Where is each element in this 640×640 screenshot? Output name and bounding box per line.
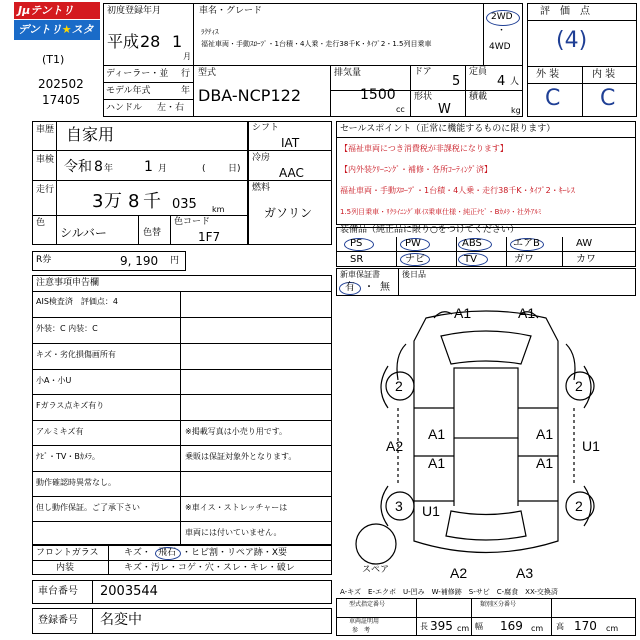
- mark-right-side: U1: [582, 438, 600, 454]
- code-number-2: 17405: [42, 93, 81, 107]
- note-right-3: ※車イス・ストレッチャーは: [185, 503, 288, 512]
- car-name-label: 車名・グレード: [199, 6, 263, 16]
- auction-logo: [14, 2, 100, 56]
- mark-left-door-rear: A1: [428, 455, 446, 471]
- exterior-label: 外 装: [536, 69, 560, 80]
- notes-rule: [32, 420, 332, 421]
- mileage-unit: km: [212, 205, 225, 214]
- chassis-value: 2003544: [100, 584, 158, 599]
- width-value: 169: [500, 619, 523, 633]
- regno-value: 名変中: [100, 612, 142, 628]
- door-label: ドア: [414, 67, 432, 77]
- sales-point-line-4: 1.5列目乗車・ﾘｸﾗｲﾆﾝｸﾞ車ｲｽ乗車仕様・純正ﾅﾋﾞ・Bｶﾒﾗ・社外ｱﾙﾐ: [340, 208, 542, 216]
- width-label: 幅: [475, 622, 483, 631]
- mark-wheel-fr: 2: [575, 378, 583, 394]
- mark-left-rear-qtr: U1: [422, 503, 440, 519]
- mark-rear-bumper-left: A2: [450, 565, 468, 581]
- capacity-label: 定員: [469, 67, 488, 77]
- notes-rule: [32, 471, 332, 472]
- color-code-value: 1F7: [198, 230, 221, 244]
- inspection-paren: (: [202, 164, 206, 174]
- equip-tv: TV: [464, 254, 477, 265]
- length-value: 395: [430, 619, 453, 633]
- displacement-value: 1500: [360, 87, 396, 103]
- height-value: 170: [574, 619, 597, 633]
- height-unit: cm: [606, 624, 619, 633]
- length-label: 長: [420, 622, 428, 631]
- note-left-8: 動作確認時異常なし。: [36, 478, 116, 487]
- color-change-label: 色替: [143, 228, 162, 238]
- later-item-label: 後日品: [402, 270, 426, 279]
- displacement-unit: cc: [396, 105, 405, 114]
- mileage-label: 走行: [36, 185, 55, 195]
- note-left-2: 外装：C 内装：C: [36, 324, 98, 333]
- note-left-7: ﾅﾋﾞ・TV・Bｶﾒﾗ。: [36, 452, 100, 461]
- equip-kawa: カワ: [576, 254, 596, 265]
- car-damage-diagram: [336, 296, 636, 586]
- sales-points-title: セールスポイント（正常に機能するものに限ります）: [340, 124, 556, 134]
- handle-value: 左・右: [157, 103, 185, 113]
- load-label: 積載: [469, 92, 488, 102]
- damage-legend: A-キズ E-エクボ U-凹み W-補修跡 S-サビ C-腐食 XX-交換済: [340, 588, 558, 596]
- mark-front-bumper-left: A1: [454, 305, 472, 321]
- height-label: 高: [556, 622, 564, 631]
- sales-point-line-2: 【内外装ｸﾘｰﾆﾝｸﾞ・補修・各所ｺｰﾃｨﾝｸﾞ済】: [340, 165, 492, 174]
- logo-line2: [14, 20, 100, 56]
- notes-rule: [32, 394, 332, 395]
- logo-star-icon: ★: [61, 23, 72, 36]
- logo-line1: Jµテントリ: [14, 2, 100, 19]
- handle-label: ハンドル: [106, 103, 143, 113]
- type-label: 型式: [198, 68, 217, 78]
- mark-left-door-front: A1: [428, 426, 446, 442]
- length-unit: cm: [457, 624, 470, 633]
- chassis-label: 車台番号: [38, 586, 78, 597]
- equipment-title: 装備品（純正品に限り○をつけてください）: [340, 225, 519, 235]
- notes-rule: [32, 369, 332, 370]
- notes-title: 注意事項申告欄: [36, 278, 100, 288]
- mark-wheel-rr: 2: [575, 498, 583, 514]
- spec-model-no-label: 型式指定番号: [349, 601, 386, 608]
- note-right-1: ※掲載写真は小売り用です。: [185, 427, 288, 436]
- note-left-1: AIS検査済 評価点：4: [36, 297, 118, 306]
- warranty-yes: 有: [345, 282, 355, 293]
- front-glass-b: ・ヒビ割・リペア跡・X要: [182, 548, 287, 558]
- recycle-label: R券: [36, 255, 52, 265]
- recycle-unit: 円: [170, 256, 180, 266]
- note-left-6: アルミキズ有: [36, 427, 84, 436]
- mileage-digit-3: 035: [172, 197, 197, 212]
- drive-dot: ・: [497, 26, 507, 36]
- notes-rule: [32, 445, 332, 446]
- reg-month-unit: 月: [183, 52, 191, 61]
- spare-tire: [356, 524, 396, 564]
- note-left-3: キズ・劣化損傷画所有: [36, 350, 116, 359]
- equip-navi: ナビ: [405, 254, 425, 265]
- interior-damage-label: 内装: [56, 563, 75, 573]
- inspection-label: 車検: [36, 155, 55, 165]
- spec-ref-label: 参 考: [352, 627, 371, 634]
- spare-label: スペア: [362, 564, 390, 574]
- recycle-value: 9, 190: [120, 254, 159, 268]
- mileage-unit-2: 千: [143, 191, 161, 212]
- color-code-label: 色コード: [174, 217, 211, 227]
- notes-rule: [32, 496, 332, 497]
- warranty-no: 無: [380, 282, 390, 293]
- equip-aw: AW: [576, 238, 593, 249]
- mileage-unit-1: 万: [104, 191, 122, 212]
- equip-pw: PW: [405, 238, 421, 249]
- mileage-digit-2: 8: [128, 191, 140, 212]
- notes-rule: [32, 317, 332, 318]
- color-label: 色: [36, 218, 46, 228]
- load-unit: kg: [511, 106, 521, 115]
- shift-value: IAT: [281, 136, 300, 150]
- mark-right-door-front: A1: [536, 426, 554, 442]
- inspection-year-unit: 年: [104, 164, 114, 174]
- front-glass-chip: 飛石: [158, 548, 177, 558]
- score-label: 評 価 点: [540, 6, 590, 17]
- warranty-label: 新車保証書: [340, 270, 380, 279]
- inspection-year: 8: [94, 159, 103, 175]
- equip-abs: ABS: [462, 238, 482, 249]
- capacity-unit: 人: [510, 77, 520, 87]
- sales-point-line-3: 福祉車両・手動ｽﾛｰﾌﾟ・1台積・4人乗・走行38千K・ﾀｲﾌﾟ2・ｷｰﾚｽ: [340, 186, 575, 195]
- history-label: 車歴: [36, 125, 55, 135]
- dealer-value: 行: [181, 69, 191, 79]
- rear-window: [446, 511, 526, 540]
- logo-text-a: デントリ: [18, 23, 62, 36]
- drive-2wd: 2WD: [491, 12, 513, 22]
- code-t1: (T1): [42, 53, 65, 66]
- width-unit: cm: [531, 624, 544, 633]
- ac-label: 冷房: [252, 153, 271, 163]
- mark-left-side: A2: [386, 438, 404, 454]
- inspection-month: 1: [144, 159, 153, 175]
- windshield: [441, 331, 531, 364]
- front-glass-a: キズ・: [124, 548, 151, 558]
- spec-cert-label: 車両証明用: [349, 618, 380, 625]
- shape-value: W: [438, 102, 451, 117]
- mark-rear-bumper-right: A3: [516, 565, 534, 581]
- mileage-digit-1: 3: [92, 191, 104, 212]
- reg-date-label: 初度登録年月: [107, 6, 162, 16]
- inspection-day-unit: 日): [228, 164, 241, 174]
- exterior-grade: C: [545, 86, 561, 111]
- door-value: 5: [452, 74, 461, 89]
- note-left-9: 但し動作保証。ご了承下さい: [36, 503, 140, 512]
- sales-point-line-1: 【福祉車両につき消費税が非課税になります】: [340, 144, 508, 153]
- logo-text-b: スター: [18, 23, 94, 56]
- model-year-label: モデル年式: [106, 86, 151, 96]
- shape-label: 形状: [414, 92, 433, 102]
- equip-ps: PS: [350, 238, 363, 249]
- car-name: ﾗｸﾃｨｽ: [201, 28, 219, 36]
- note-right-2: 乗販は保証対象外となります。: [185, 452, 297, 461]
- roof: [454, 368, 518, 438]
- model-year-unit: 年: [181, 86, 191, 96]
- spec-class-no-label: 類別区分番号: [480, 601, 517, 608]
- fuel-value: ガソリン: [264, 206, 313, 220]
- dealer-label: ディーラー・並: [106, 69, 169, 79]
- mark-front-bumper-right: A1: [518, 305, 536, 321]
- warranty-sep: ・: [364, 282, 374, 293]
- equip-airbag: エアB: [513, 238, 540, 249]
- fuel-label: 燃料: [252, 183, 271, 193]
- code-number-1: 202502: [38, 77, 84, 91]
- reg-year: 28: [140, 32, 161, 51]
- note-left-4: 小A・小U: [36, 376, 72, 385]
- mark-wheel-rl: 3: [395, 498, 403, 514]
- regno-label: 登録番号: [38, 615, 78, 626]
- mark-right-door-rear: A1: [536, 455, 554, 471]
- reg-era: 平成: [107, 32, 140, 51]
- equip-gawa: ガワ: [514, 254, 534, 265]
- interior-damage-value: キズ・汚レ・コゲ・穴・スレ・キレ・破レ: [124, 563, 295, 573]
- displacement-label: 排気量: [334, 68, 362, 78]
- score-value: (4): [556, 28, 588, 53]
- reg-month: 1: [172, 32, 183, 51]
- shift-label: シフト: [252, 123, 280, 133]
- front-glass-label: フロントガラス: [36, 548, 99, 558]
- note-left-5: Fガラス点キズ有り: [36, 401, 105, 410]
- history-value: 自家用: [66, 125, 115, 144]
- notes-rule: [32, 521, 332, 522]
- interior-grade: C: [600, 86, 616, 111]
- interior-label: 内 装: [592, 69, 616, 80]
- capacity-value: 4: [497, 74, 506, 89]
- equip-sr: SR: [350, 254, 364, 265]
- type-value: DBA-NCP122: [198, 86, 301, 105]
- color-value: シルバー: [60, 226, 107, 240]
- inspection-month-unit: 月: [158, 164, 168, 174]
- inspection-era: 令和: [64, 159, 92, 175]
- note-right-4: 車両には付いていません。: [185, 528, 282, 537]
- recycle-fee-block: [32, 251, 186, 271]
- notes-rule: [32, 343, 332, 344]
- mark-wheel-fl: 2: [395, 378, 403, 394]
- drive-4wd: 4WD: [489, 42, 511, 52]
- ac-value: AAC: [279, 166, 304, 180]
- car-grade: 福祉車両・手動ｽﾛｰﾌﾟ・1台積・4人乗・走行38千K・ﾀｲﾌﾟ2・1.5列目乗車: [201, 40, 432, 48]
